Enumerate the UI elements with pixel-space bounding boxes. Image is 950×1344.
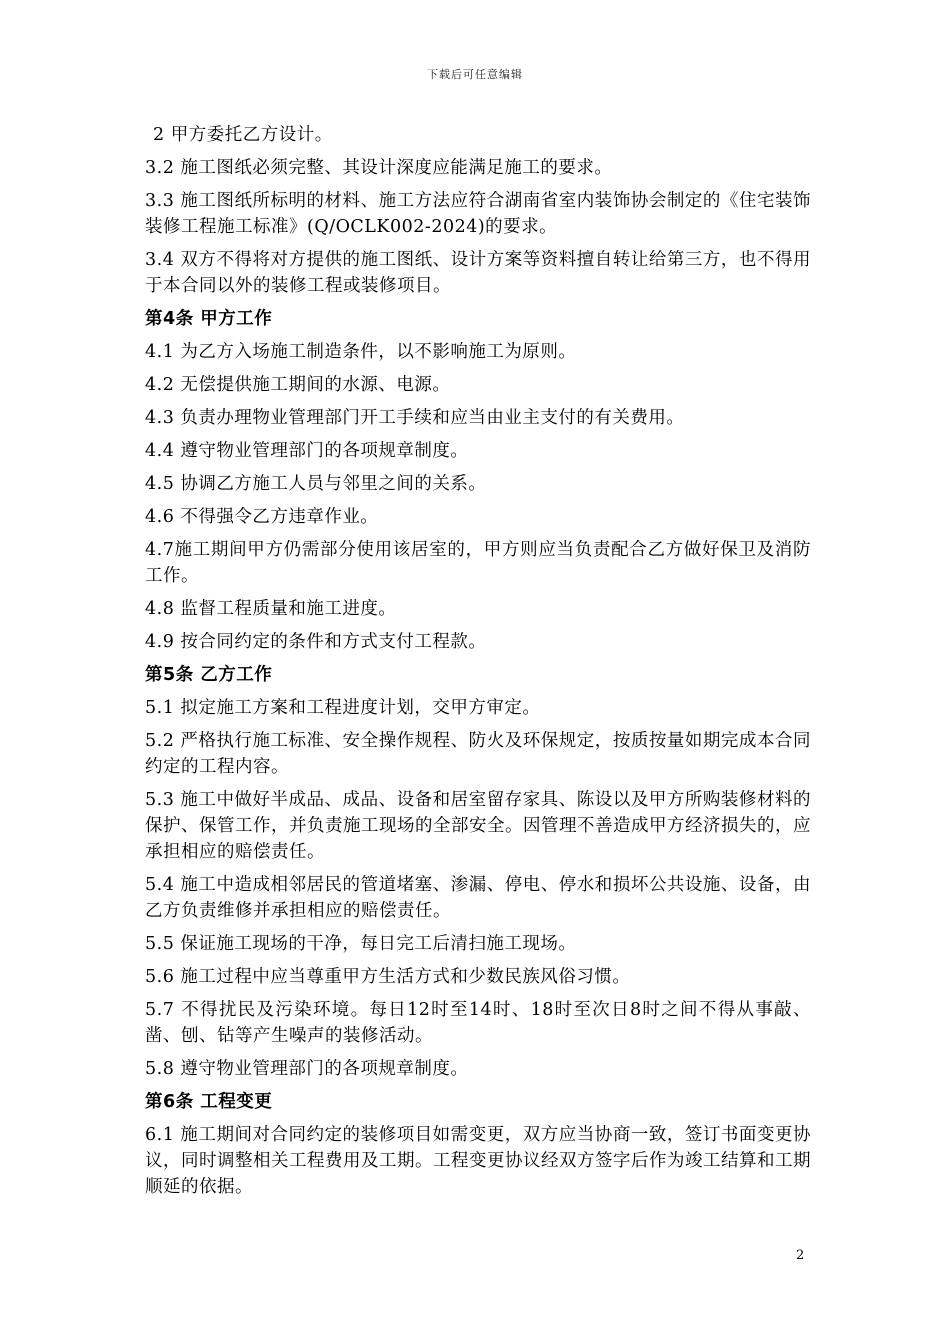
clause-paragraph: 4.4 遵守物业管理部门的各项规章制度。 [145,441,469,461]
clause-paragraph: 4.2 无偿提供施工期间的水源、电源。 [145,375,451,395]
clause-paragraph: 5.7 不得扰民及污染环境。每日12时至14时、18时至次日8时之间不得从事敲、凿、刨、钻等产生噪声的装修活动。 [145,1000,811,1046]
clause-paragraph: 6.1 施工期间对合同约定的装修项目如需变更，双方应当协商一致，签订书面变更协议，同时调整相关工程费用及工期。工程变更协议经双方签字后作为竣工结算和工期顺延的依据。 [145,1125,811,1197]
clause-paragraph: 3.2 施工图纸必须完整、其设计深度应能满足施工的要求。 [145,158,613,178]
document-body [145,122,811,1207]
clause-paragraph: 5.5 保证施工现场的干净，每日完工后清扫施工现场。 [145,934,577,954]
section-heading: 第6条 工程变更 [145,1092,273,1112]
section-heading: 第4条 甲方工作 [145,309,273,329]
section-heading: 第5条 乙方工作 [145,665,273,685]
clause-paragraph: 4.1 为乙方入场施工制造条件，以不影响施工为原则。 [145,342,577,362]
clause-paragraph: 4.9 按合同约定的条件和方式支付工程款。 [145,632,487,652]
header-note: 下载后可任意编辑 [427,68,523,81]
clause-paragraph: 5.3 施工中做好半成品、成品、设备和居室留存家具、陈设以及甲方所购装修材料的保护、保管工作，并负责施工现场的全部安全。因管理不善造成甲方经济损失的，应承担相应的赔偿责任。 [145,790,811,862]
clause-paragraph: 3.3 施工图纸所标明的材料、施工方法应符合湖南省室内装饰协会制定的《住宅装饰装修工程施工标准》(Q/OCLK002-2024)的要求。 [145,191,811,237]
page-number: 2 [796,1248,805,1263]
clause-paragraph: 3.4 双方不得将对方提供的施工图纸、设计方案等资料擅自转让给第三方，也不得用于本合同以外的装修工程或装修项目。 [145,250,811,296]
clause-paragraph: 4.6 不得强令乙方违章作业。 [145,507,379,527]
clause-paragraph: 5.4 施工中造成相邻居民的管道堵塞、渗漏、停电、停水和损坏公共设施、设备，由乙方负责维修并承担相应的赔偿责任。 [145,875,811,921]
clause-paragraph: 4.8 监督工程质量和施工进度。 [145,599,397,619]
clause-paragraph: 4.5 协调乙方施工人员与邻里之间的关系。 [145,474,487,494]
clause-paragraph: 2 甲方委托乙方设计。 [153,125,333,145]
clause-paragraph: 4.7施工期间甲方仍需部分使用该居室的，甲方则应当负责配合乙方做好保卫及消防工作。 [145,540,811,586]
clause-paragraph: 5.1 拟定施工方案和工程进度计划，交甲方审定。 [145,698,541,718]
clause-paragraph: 5.2 严格执行施工标准、安全操作规程、防火及环保规定，按质按量如期完成本合同约定的工程内容。 [145,731,811,777]
clause-paragraph: 5.8 遵守物业管理部门的各项规章制度。 [145,1059,469,1079]
clause-paragraph: 4.3 负责办理物业管理部门开工手续和应当由业主支付的有关费用。 [145,408,685,428]
clause-paragraph: 5.6 施工过程中应当尊重甲方生活方式和少数民族风俗习惯。 [145,967,631,987]
